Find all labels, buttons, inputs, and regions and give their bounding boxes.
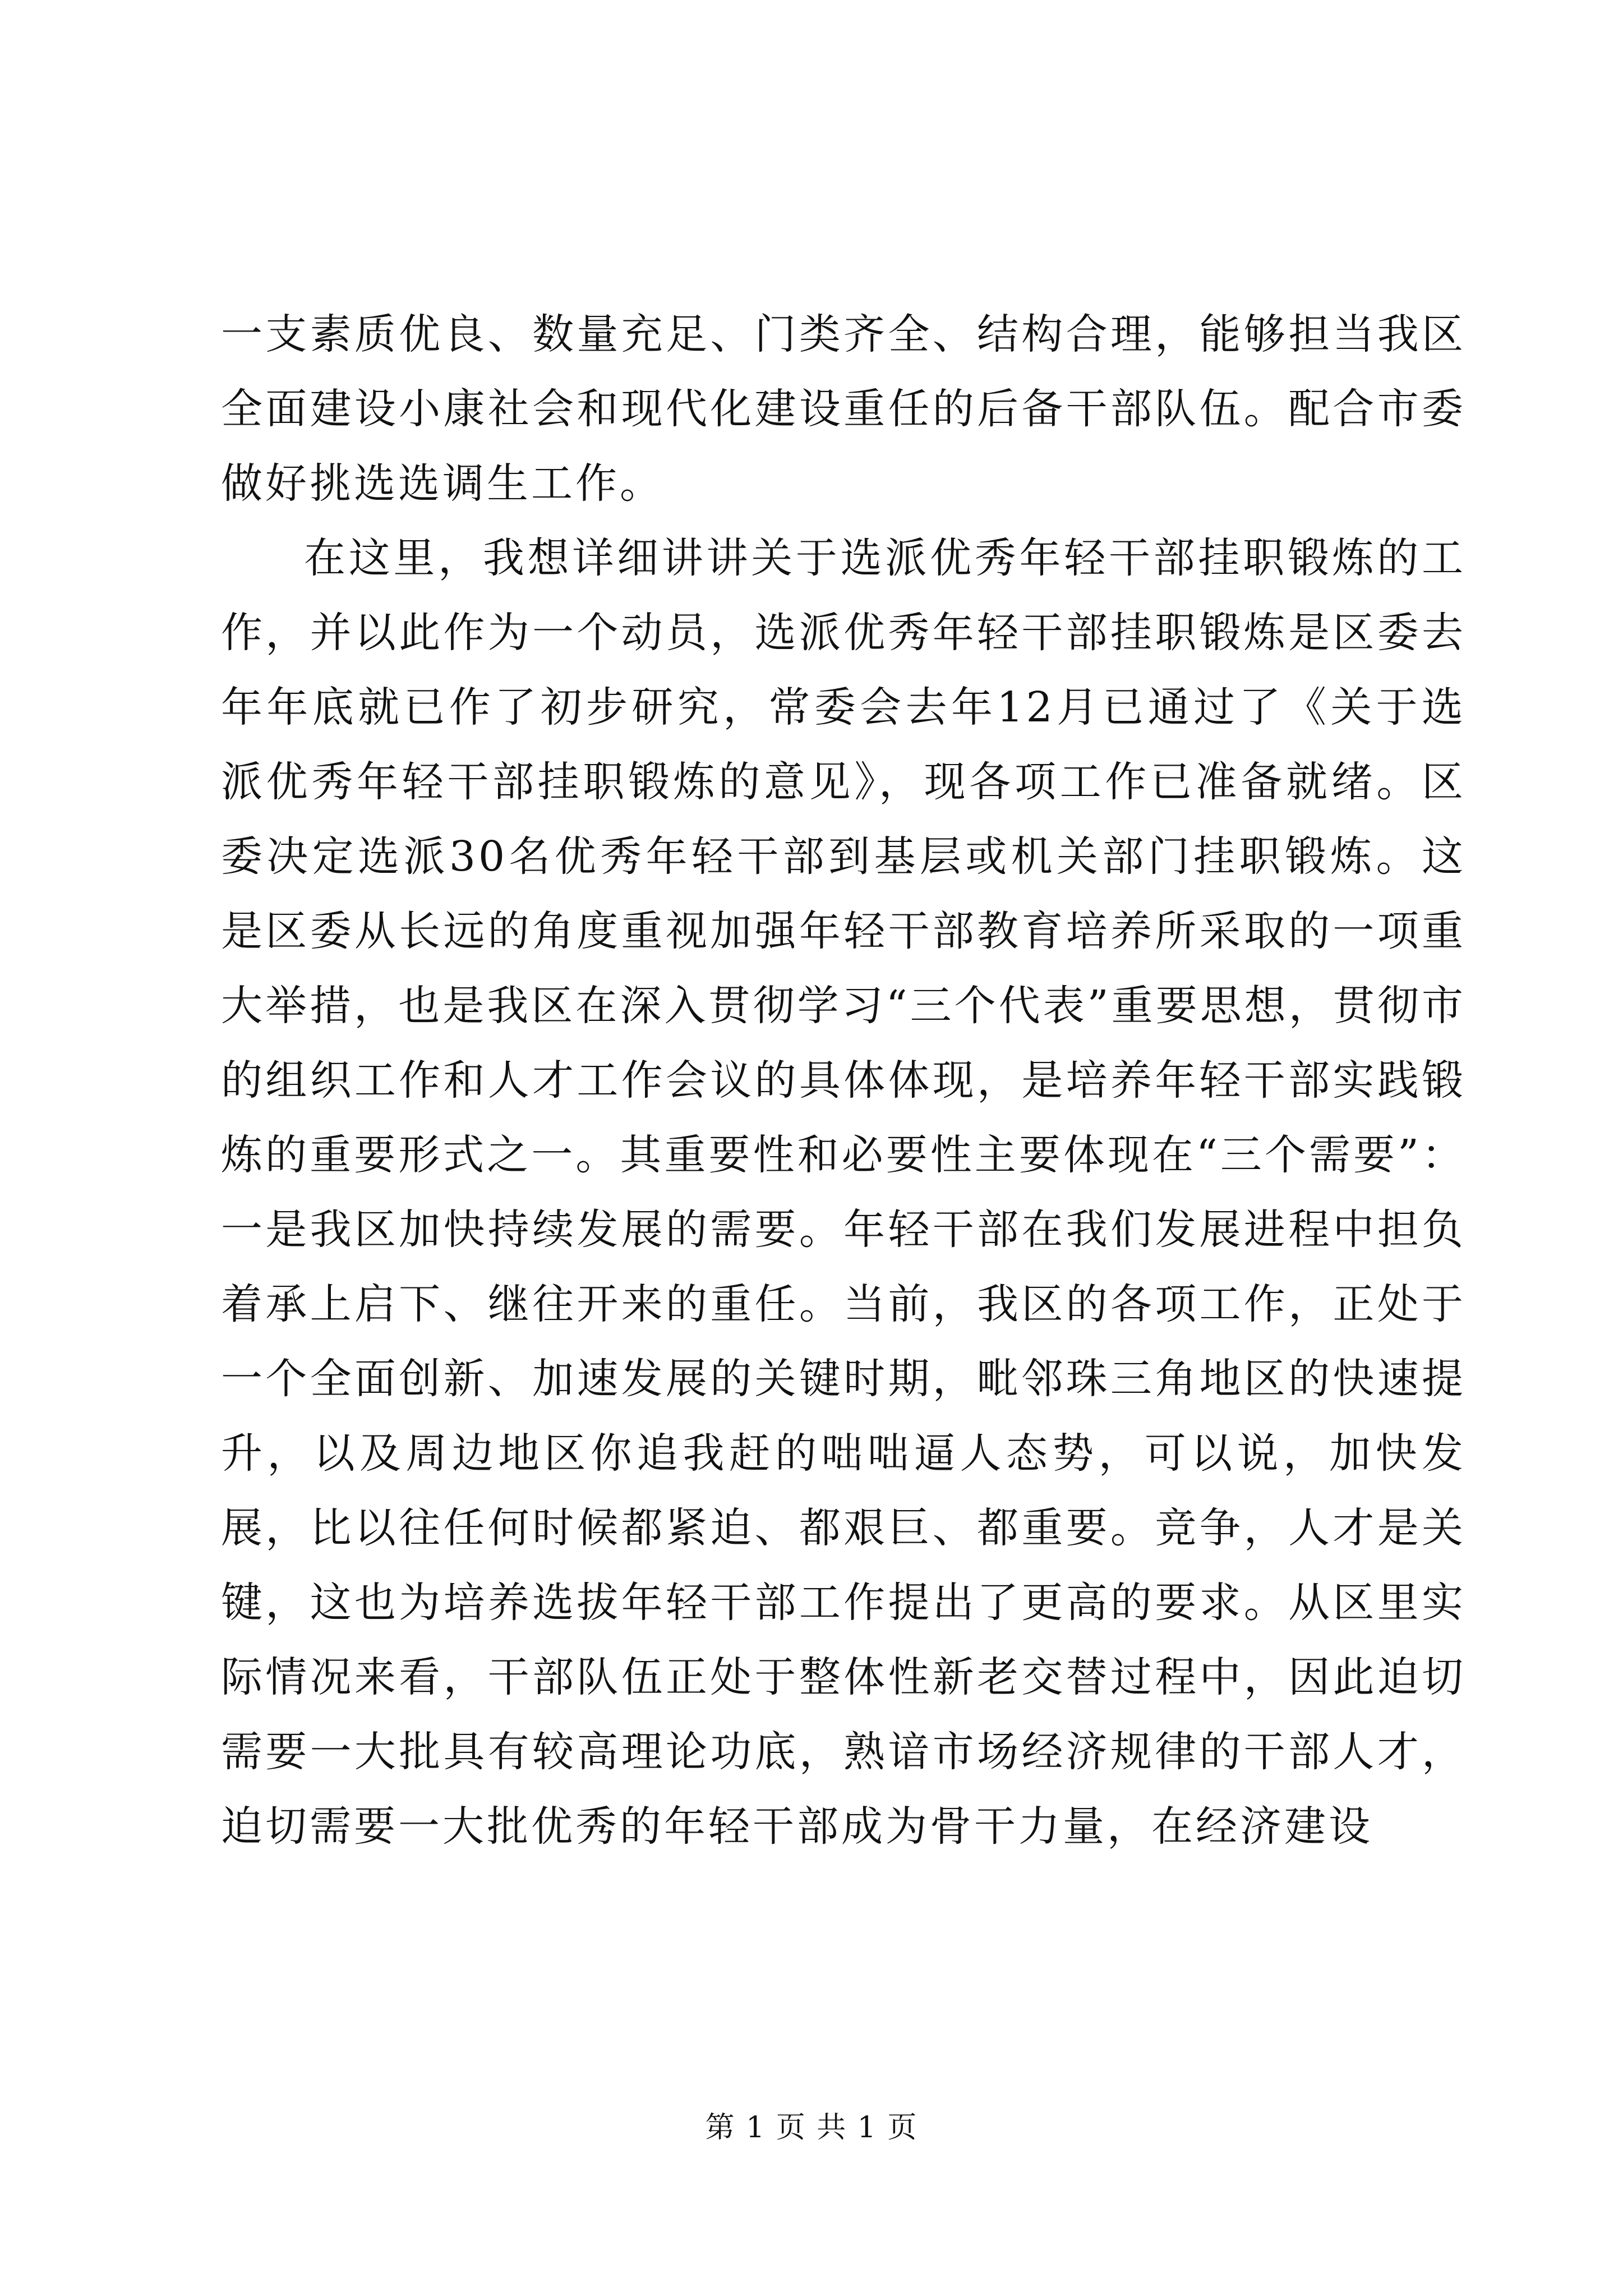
paragraph-1: 一支素质优良、数量充足、门类齐全、结构合理，能够担当我区全面建设小康社会和现代化建设重任的后备干部队伍。配合市委做好挑选选调生工作。 [221, 310, 1466, 508]
page-footer: 第 1 页 共 1 页 [705, 2111, 918, 2145]
document-body [221, 297, 1466, 1864]
paragraph-2: 在这里，我想详细讲讲关于选派优秀年轻干部挂职锻炼的工作，并以此作为一个动员，选派优秀年轻干部挂职锻炼是区委去年年底就已作了初步研究，常委会去年12月已通过了《关于选派优秀年轻干部挂职锻炼的意见》，现各项工作已准备就绪。区委决定选派30名优秀年轻干部到基层或机关部门挂职锻炼。这是区委从长远的角度重视加强年轻干部教育培养所采取的一项重大举措，也是我区在深入贯彻学习“三个代表”重要思想，贯彻市的组织工作和人才工作会议的具体体现，是培养年轻干部实践锻炼的重要形式之一。其重要性和必要性主要体现在“三个需要”：一是我区加快持续发展的需要。年轻干部在我们发展进程中担负着承上启下、继往开来的重任。当前，我区的各项工作，正处于一个全面创新、加速发展的关键时期，毗邻珠三角地区的快速提升，以及周边地区你追我赶的咄咄逼人态势，可以说，加快发展，比以往任何时候都紧迫、都艰巨、都重要。竞争，人才是关键，这也为培养选拔年轻干部工作提出了更高的要求。从区里实际情况来看，干部队伍正处于整体性新老交替过程中，因此迫切需要一大批具有较高理论功底，熟谙市场经济规律的干部人才，迫切需要一大批优秀的年轻干部成为骨干力量，在经济建设 [221, 534, 1466, 1851]
